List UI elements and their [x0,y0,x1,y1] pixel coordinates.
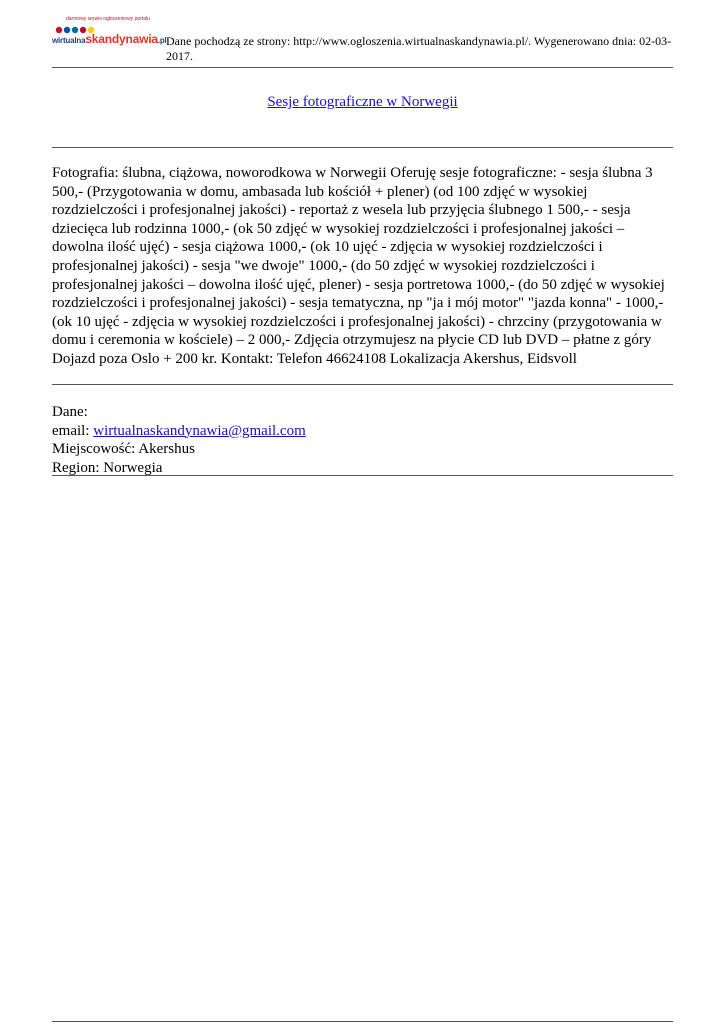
contact-block [52,403,673,477]
listing-description: Fotografia: ślubna, ciążowa, noworodkowa w Norwegii Oferuję sesje fotograficzne: - sesja ślubna 3 500,- (Przygotowania w domu, ambasada lub kościół + plener) (od 100 zdjęć w wysokiej rozdzielczości i profesjonalnej jakości) - reportaż z wesela lub przyjęcia ślubnego 1 500,- - sesja dziecięca lub rodzinna 1000,- (ok 50 zdjęć w wysokiej rozdzielczości i profesjonalnej jakości – dowolna ilość ujęć) - sesja ciążowa 1000,- (ok 10 ujęć - zdjęcia w wysokiej rozdzielczości i profesjonalnej jakości) - sesja "we dwoje" 1000,- (do 50 zdjęć w wysokiej rozdzielczości i profesjonalnej jakości – dowolna ilość ujęć, plener) - sesja portretowa 1000,- (do 50 zdjęć w wysokiej rozdzielczości i profesjonalnej jakości) - sesja tematyczna, np "ja i mój motor" "jazda konna" - 1000,- (ok 10 ujęć - zdjęcia w wysokiej rozdzielczości i profesjonalnej jakości) - chrzciny (przygotowania w domu i ceremonia w kościele) – 2 000,- Zdjęcia otrzymujesz na płycie CD lub DVD – płatne z góry Dojazd poza Oslo + 200 kr. Kontakt: Telefon 46624108 Lokalizacja Akershus, Eidsvoll [52,165,665,367]
email-label: email: [52,422,94,439]
title-divider [52,147,673,148]
contact-heading: Dane: [52,404,88,420]
document-page [52,0,673,1024]
region-line: Region: Norwegia [52,459,163,476]
description-divider [52,384,673,385]
page-header [52,12,673,68]
site-logo [52,16,167,46]
logo-tagline: darmowy serwis ogłoszeniowy portalu [66,16,150,22]
logo-wordmark: wirtualnaskandynawia.pl [52,32,167,46]
city-line: Miejscowość: Akershus [52,441,195,458]
contact-divider [52,475,673,476]
listing-title-link[interactable]: Sesje fotograficzne w Norwegii [267,94,458,110]
source-note: Dane pochodzą ze strony: http://www.ogloszenia.wirtualnaskandynawia.pl/. Wygenerowano dnia: 02-03-2017. [166,34,672,63]
footer-divider [52,1021,673,1022]
email-line [52,422,673,441]
email-link[interactable]: wirtualnaskandynawia@gmail.com [93,422,306,439]
header-divider [52,67,673,68]
